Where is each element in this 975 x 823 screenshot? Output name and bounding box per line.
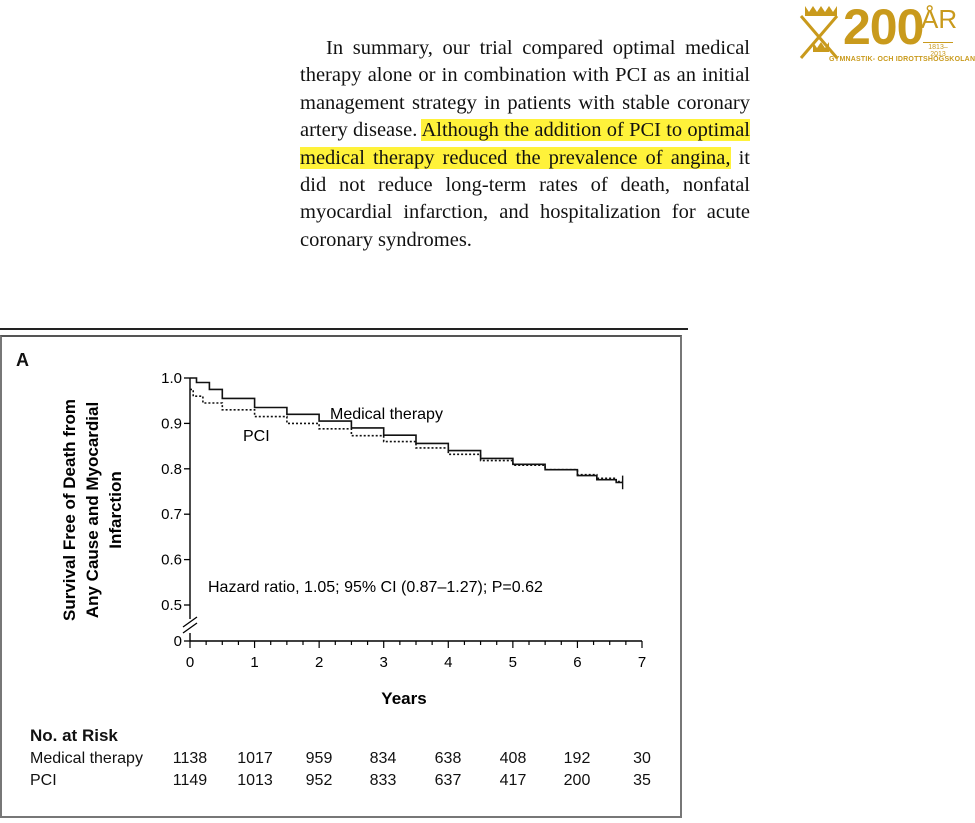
survival-chart xyxy=(0,330,680,730)
risk-cell: 35 xyxy=(633,772,651,789)
summary-text-before: In summary, our trial compared optimal medical therapy alone or in combination with PCI as an initial management strategy in patients with stable coronary artery disease. xyxy=(300,37,750,142)
risk-cell: 192 xyxy=(563,750,591,767)
highlighted-text: Although the addition of PCI to optimal medical therapy reduced the prevalence of angina, xyxy=(300,119,750,169)
risk-cell: 952 xyxy=(305,772,333,789)
axis-break-mark xyxy=(183,623,197,633)
y-axis-title-line: Infarction xyxy=(106,471,125,549)
medical-therapy-label: Medical therapy xyxy=(330,406,443,423)
risk-cell: 1013 xyxy=(237,772,273,789)
risk-cell: 417 xyxy=(499,772,527,789)
x-axis-title: Years xyxy=(381,689,427,708)
summary-paragraph xyxy=(300,35,750,254)
pci-label: PCI xyxy=(243,428,270,445)
x-tick-label: 0 xyxy=(185,654,195,671)
x-tick-label: 3 xyxy=(379,654,388,671)
risk-cell: 959 xyxy=(305,750,333,767)
hazard-ratio-annotation: Hazard ratio, 1.05; 95% CI (0.87–1.27); P=0.62 xyxy=(208,579,543,596)
risk-cell: 408 xyxy=(499,750,527,767)
y-tick-label: 0.7 xyxy=(161,506,182,524)
logo-years: 1813–2013 xyxy=(923,42,953,58)
logo-school-name: GYMNASTIK- OCH IDROTTSHÖGSKOLAN xyxy=(829,56,975,63)
y-tick-label: 0.9 xyxy=(161,415,182,433)
summary-text-after: it did not reduce long-term rates of death, nonfatal myocardial infarction, and hospitalization for acute coronary syndromes. xyxy=(300,146,750,251)
chart-labels xyxy=(60,399,543,708)
y-tick-label: 0.8 xyxy=(161,460,182,478)
risk-cell: 834 xyxy=(369,750,397,767)
risk-row-medical xyxy=(30,750,670,772)
risk-table-title: No. at Risk xyxy=(30,726,118,745)
y-tick-label: 0.6 xyxy=(161,551,182,569)
risk-row-label: PCI xyxy=(30,772,57,789)
anniversary-logo xyxy=(795,0,975,66)
risk-cell: 637 xyxy=(434,772,462,789)
x-tick-label: 7 xyxy=(637,654,647,671)
risk-row-label: Medical therapy xyxy=(30,750,143,767)
y-axis-title-line: Any Cause and Myocardial xyxy=(83,401,102,619)
y-axis-title-line: Survival Free of Death from xyxy=(60,398,79,622)
risk-cell: 1017 xyxy=(237,750,273,767)
logo-unit: ÅR xyxy=(921,4,958,34)
y-tick-label: 1.0 xyxy=(161,370,182,387)
y-tick-label: 0 xyxy=(173,633,182,650)
x-tick-label: 6 xyxy=(573,654,582,671)
panel-label: A xyxy=(16,350,29,370)
logo-number: 200 xyxy=(843,0,924,55)
risk-cell: 638 xyxy=(434,750,462,767)
x-tick-label: 2 xyxy=(314,654,324,671)
risk-cell: 200 xyxy=(563,772,591,789)
risk-cell: 833 xyxy=(369,772,397,789)
risk-cell: 30 xyxy=(633,750,651,767)
x-tick-label: 5 xyxy=(508,654,518,671)
risk-cell: 1149 xyxy=(172,772,208,789)
risk-row-pci xyxy=(30,772,670,794)
x-tick-label: 4 xyxy=(444,654,453,671)
y-tick-label: 0.5 xyxy=(161,597,182,614)
x-tick-label: 1 xyxy=(250,654,259,671)
risk-cell: 1138 xyxy=(172,750,208,767)
